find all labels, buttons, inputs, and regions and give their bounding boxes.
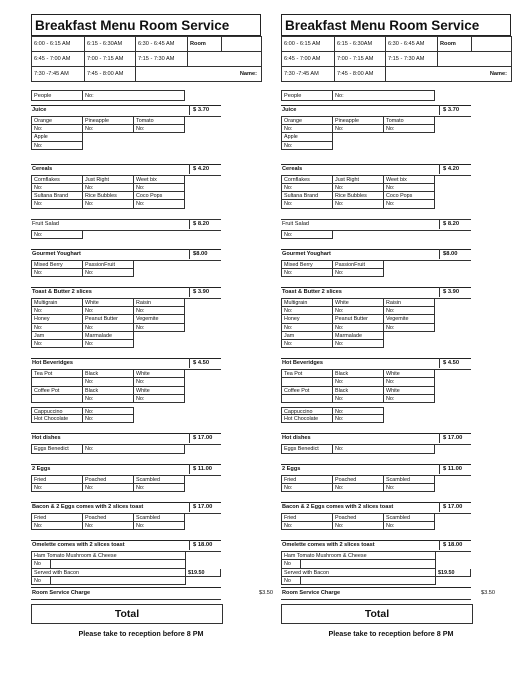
hot-dishes-section — [281, 433, 511, 453]
room-service-label: Room Service Charge — [32, 590, 91, 596]
room-label: Room — [188, 37, 222, 52]
menu-item: Just Right — [332, 176, 384, 184]
time-slot[interactable]: 6:15 - 6:30AM — [335, 37, 386, 52]
time-slot[interactable]: 7:00 - 7:15 AM — [335, 52, 386, 67]
menu-item: Sultana Brand — [281, 192, 333, 200]
blank-cell — [281, 378, 333, 386]
qty-field[interactable]: No: — [31, 125, 83, 133]
bacon-price: $19.50 — [435, 569, 471, 577]
section-price: $ 3.90 — [189, 287, 222, 297]
menu-item: Coffee Pot — [31, 387, 83, 395]
qty-field[interactable]: No: — [82, 445, 185, 453]
section-title: Gourmet Youghart — [282, 250, 331, 257]
section-title: Fruit Salad — [32, 220, 60, 227]
hot-beverages-section — [31, 358, 261, 423]
menu-item: Apple — [31, 133, 83, 141]
menu-item: Pineapple — [82, 117, 134, 125]
qty-field[interactable]: No: — [281, 142, 333, 150]
order-form-right — [281, 14, 511, 638]
qty-field[interactable]: No: — [82, 378, 134, 386]
menu-item: Mixed Berry — [31, 261, 83, 269]
section-price: $ 17.00 — [189, 502, 222, 512]
section-price: $ 11.00 — [189, 464, 222, 474]
form-title: Breakfast Menu Room Service — [31, 14, 261, 36]
section-title: Toast & Butter 2 slices — [282, 289, 342, 296]
menu-item: Tea Pot — [31, 370, 83, 378]
toast-section — [281, 287, 511, 348]
qty-field[interactable]: No: — [133, 395, 185, 403]
menu-item: White — [133, 387, 185, 395]
time-slot[interactable]: 7:30 -7:45 AM — [282, 67, 335, 82]
time-slot[interactable]: 6:00 - 6:15 AM — [32, 37, 85, 52]
menu-item: White — [383, 387, 435, 395]
room-service-charge — [31, 587, 273, 600]
section-title: Bacon & 2 Eggs comes with 2 slices toast — [32, 503, 144, 510]
menu-item: Vegemite — [133, 315, 185, 323]
qty-label: No — [281, 560, 301, 568]
menu-item: Weet bix — [383, 176, 435, 184]
qty-field[interactable]: No: — [383, 307, 435, 315]
qty-field[interactable] — [50, 560, 186, 568]
qty-field[interactable]: No: — [31, 307, 83, 315]
menu-item: Hot Chocolate — [31, 415, 83, 423]
qty-field[interactable]: No: — [383, 200, 435, 208]
menu-item: Vegemite — [383, 315, 435, 323]
menu-item: Jam — [31, 332, 83, 340]
menu-item: Poached — [332, 514, 384, 522]
room-field[interactable] — [222, 37, 262, 52]
qty-field[interactable]: No: — [82, 307, 134, 315]
section-price: $ 4.20 — [189, 164, 222, 174]
section-title: 2 Eggs — [282, 465, 301, 472]
qty-field[interactable]: No: — [281, 184, 333, 192]
section-title: Hot Beveridges — [282, 360, 324, 367]
section-title: Cereals — [32, 165, 53, 172]
section-price: $8.00 — [439, 249, 472, 259]
time-slot[interactable]: 7:45 - 8:00 AM — [335, 67, 386, 82]
menu-item: Hot Chocolate — [281, 415, 333, 423]
qty-field[interactable]: No: — [383, 324, 435, 332]
qty-field[interactable]: No: — [31, 269, 83, 277]
section-title: Hot dishes — [32, 435, 61, 442]
qty-label: No — [31, 577, 51, 585]
qty-field[interactable]: No: — [332, 484, 384, 492]
order-form-left — [31, 14, 273, 638]
toast-section — [31, 287, 261, 348]
menu-item: PassionFruit — [332, 261, 384, 269]
qty-field[interactable]: No: — [383, 395, 435, 403]
qty-field[interactable]: No: — [383, 125, 435, 133]
qty-field[interactable] — [300, 560, 436, 568]
qty-field[interactable]: No: — [82, 407, 134, 415]
footer-note: Please take to reception before 8 PM — [78, 629, 204, 638]
menu-item: Served with Bacon — [31, 569, 186, 577]
menu-item: Marmalade — [82, 332, 134, 340]
menu-item: Honey — [281, 315, 333, 323]
qty-field[interactable]: No: — [82, 184, 134, 192]
qty-field[interactable]: No: — [332, 522, 384, 530]
menu-item: White — [82, 299, 134, 307]
section-price: $ 18.00 — [439, 540, 472, 550]
menu-item: Poached — [82, 476, 134, 484]
menu-item: Black — [82, 387, 134, 395]
qty-field[interactable]: No: — [82, 415, 134, 423]
time-slot[interactable]: 7:00 - 7:15 AM — [85, 52, 136, 67]
time-slot[interactable]: 6:30 - 6:45 AM — [386, 37, 438, 52]
qty-field[interactable]: No: — [31, 142, 83, 150]
bacon-eggs-section — [31, 502, 261, 530]
section-title: Hot dishes — [282, 435, 311, 442]
delivery-time-grid — [31, 36, 262, 82]
total-field[interactable]: Total — [31, 604, 223, 624]
section-price: $ 3.70 — [439, 105, 472, 115]
qty-field[interactable]: No: — [82, 395, 134, 403]
qty-field[interactable]: No: — [82, 324, 134, 332]
fruit-salad-section — [281, 219, 511, 239]
section-price: $ 8.20 — [439, 219, 472, 229]
menu-item: Cornflakes — [31, 176, 83, 184]
qty-field[interactable]: No: — [281, 269, 333, 277]
section-price: $ 18.00 — [189, 540, 222, 550]
time-slot[interactable]: 6:45 - 7:00 AM — [32, 52, 85, 67]
section-price: $ 4.50 — [439, 358, 472, 368]
qty-field[interactable]: No: — [332, 395, 384, 403]
qty-field[interactable]: No: — [31, 340, 83, 348]
two-eggs-section — [31, 464, 261, 492]
menu-item: Tomato — [383, 117, 435, 125]
menu-item: Just Right — [82, 176, 134, 184]
section-price: $ 17.00 — [439, 433, 472, 443]
section-title: Bacon & 2 Eggs comes with 2 slices toast — [282, 503, 394, 510]
qty-field[interactable]: No: — [133, 522, 185, 530]
time-slot[interactable]: 6:00 - 6:15 AM — [282, 37, 335, 52]
hot-dishes-section — [31, 433, 261, 453]
qty-field[interactable]: No: — [281, 484, 333, 492]
people-label: People — [281, 90, 333, 101]
menu-item: Weet bix — [133, 176, 185, 184]
name-label[interactable]: Name: — [136, 67, 262, 82]
section-title: 2 Eggs — [32, 465, 51, 472]
qty-field[interactable]: No: — [383, 484, 435, 492]
section-title: Juice — [32, 107, 47, 113]
menu-item: Ham Tomato Mushroom & Cheese — [31, 552, 186, 560]
qty-field[interactable]: No: — [281, 307, 333, 315]
room-service-price: $3.50 — [481, 590, 495, 596]
menu-item: Black — [332, 370, 384, 378]
menu-item: Coco Pops — [133, 192, 185, 200]
menu-item: Sultana Brand — [31, 192, 83, 200]
people-row — [31, 90, 261, 101]
omelette-section — [31, 540, 261, 585]
time-slot[interactable]: 7:15 - 7:30 AM — [386, 52, 438, 67]
menu-item: Apple — [281, 133, 333, 141]
qty-field[interactable] — [300, 577, 436, 585]
blank-cell — [438, 52, 512, 67]
qty-field[interactable]: No: — [82, 125, 134, 133]
section-title: Hot Beveridges — [32, 360, 74, 367]
form-title: Breakfast Menu Room Service — [281, 14, 511, 36]
qty-label: No — [281, 577, 301, 585]
qty-field[interactable]: No: — [281, 200, 333, 208]
qty-field[interactable] — [50, 577, 186, 585]
menu-item: Tea Pot — [281, 370, 333, 378]
section-title: Juice — [282, 107, 297, 113]
qty-field[interactable]: No: — [133, 125, 185, 133]
menu-item: White — [383, 370, 435, 378]
room-field[interactable] — [472, 37, 512, 52]
menu-item: Poached — [82, 514, 134, 522]
menu-item: Fried — [281, 476, 333, 484]
qty-field[interactable]: No: — [133, 324, 185, 332]
menu-item: Jam — [281, 332, 333, 340]
people-row — [281, 90, 511, 101]
menu-item: Coco Pops — [383, 192, 435, 200]
menu-item: Cappuccino — [281, 407, 333, 415]
time-slot[interactable]: 7:45 - 8:00 AM — [85, 67, 136, 82]
people-count-field[interactable]: No: — [332, 90, 435, 101]
qty-field[interactable]: No: — [281, 522, 333, 530]
menu-item: Ham Tomato Mushroom & Cheese — [281, 552, 436, 560]
qty-field[interactable]: No: — [332, 378, 384, 386]
menu-item: Fried — [31, 476, 83, 484]
section-price: $ 3.70 — [189, 105, 222, 115]
blank-cell — [188, 52, 262, 67]
qty-field[interactable]: No: — [133, 184, 185, 192]
section-price: $ 11.00 — [439, 464, 472, 474]
qty-field[interactable]: No: — [332, 340, 384, 348]
two-eggs-section — [281, 464, 511, 492]
yoghurt-section — [31, 249, 261, 277]
menu-item: Raisin — [133, 299, 185, 307]
time-slot[interactable]: 6:30 - 6:45 AM — [136, 37, 188, 52]
time-slot[interactable]: 7:15 - 7:30 AM — [136, 52, 188, 67]
qty-field[interactable]: No: — [82, 340, 134, 348]
time-slot[interactable]: 6:15 - 6:30AM — [85, 37, 136, 52]
section-price: $ 8.20 — [189, 219, 222, 229]
menu-item: Cappuccino — [31, 407, 83, 415]
menu-item: PassionFruit — [82, 261, 134, 269]
bacon-price: $19.50 — [185, 569, 221, 577]
blank-cell — [281, 395, 333, 403]
menu-item: Poached — [332, 476, 384, 484]
menu-item: White — [133, 370, 185, 378]
yoghurt-section — [281, 249, 511, 277]
qty-field[interactable]: No: — [383, 522, 435, 530]
juice-section — [281, 105, 511, 150]
menu-item: Multigrain — [31, 299, 83, 307]
qty-field[interactable]: No: — [31, 231, 83, 239]
room-label: Room — [438, 37, 472, 52]
menu-item: Tomato — [133, 117, 185, 125]
section-price: $ 17.00 — [189, 433, 222, 443]
menu-item: Orange — [31, 117, 83, 125]
hot-beverages-section — [281, 358, 511, 423]
footer-note: Please take to reception before 8 PM — [328, 629, 454, 638]
menu-item: Pineapple — [332, 117, 384, 125]
time-slot[interactable]: 7:30 -7:45 AM — [32, 67, 85, 82]
bacon-eggs-section — [281, 502, 511, 530]
menu-item: Peanut Butter — [332, 315, 384, 323]
qty-field[interactable]: No: — [332, 324, 384, 332]
room-service-label: Room Service Charge — [282, 590, 341, 596]
time-slot[interactable]: 6:45 - 7:00 AM — [282, 52, 335, 67]
menu-item: Rice Bubbles — [332, 192, 384, 200]
qty-field[interactable]: No: — [281, 125, 333, 133]
qty-field[interactable]: No: — [31, 324, 83, 332]
qty-field[interactable]: No: — [281, 340, 333, 348]
section-price: $ 3.90 — [439, 287, 472, 297]
qty-field[interactable]: No: — [31, 184, 83, 192]
room-service-price: $3.50 — [259, 590, 273, 596]
blank-cell — [31, 395, 83, 403]
menu-item: Raisin — [383, 299, 435, 307]
room-service-charge — [281, 587, 495, 600]
omelette-section — [281, 540, 511, 585]
qty-field[interactable]: No: — [383, 378, 435, 386]
blank-cell — [31, 378, 83, 386]
menu-item: Orange — [281, 117, 333, 125]
menu-item: Coffee Pot — [281, 387, 333, 395]
section-price: $ 4.20 — [439, 164, 472, 174]
section-title: Gourmet Youghart — [32, 250, 81, 257]
menu-item: Honey — [31, 315, 83, 323]
qty-field[interactable]: No: — [31, 522, 83, 530]
qty-field[interactable]: No: — [332, 200, 384, 208]
qty-field[interactable]: No: — [133, 484, 185, 492]
qty-field[interactable]: No: — [332, 307, 384, 315]
section-title: Cereals — [282, 165, 303, 172]
menu-item: Fried — [31, 514, 83, 522]
people-label: People — [31, 90, 83, 101]
section-price: $ 4.50 — [189, 358, 222, 368]
qty-field[interactable]: No: — [332, 407, 384, 415]
people-count-field[interactable]: No: — [82, 90, 185, 101]
qty-field[interactable]: No: — [82, 484, 134, 492]
section-price: $8.00 — [189, 249, 222, 259]
qty-field[interactable]: No: — [332, 184, 384, 192]
qty-field[interactable]: No: — [133, 200, 185, 208]
qty-field[interactable]: No: — [82, 522, 134, 530]
qty-field[interactable]: No: — [133, 307, 185, 315]
qty-field[interactable]: No: — [332, 415, 384, 423]
fruit-salad-section — [31, 219, 261, 239]
section-title: Toast & Butter 2 slices — [32, 289, 92, 296]
section-price: $ 17.00 — [439, 502, 472, 512]
qty-field[interactable]: No: — [281, 231, 333, 239]
menu-item: Eggs Benedict — [31, 445, 83, 453]
menu-item: Black — [82, 370, 134, 378]
menu-item: Served with Bacon — [281, 569, 436, 577]
qty-field[interactable]: No: — [31, 484, 83, 492]
menu-item: Fried — [281, 514, 333, 522]
section-title: Omelette comes with 2 slices toast — [282, 542, 375, 549]
cereals-section — [281, 164, 511, 209]
menu-item: Marmalade — [332, 332, 384, 340]
qty-label: No — [31, 560, 51, 568]
menu-item: White — [332, 299, 384, 307]
name-label[interactable]: Name: — [386, 67, 512, 82]
menu-item: Cornflakes — [281, 176, 333, 184]
qty-field[interactable]: No: — [332, 125, 384, 133]
juice-section — [31, 105, 261, 150]
qty-field[interactable]: No: — [82, 200, 134, 208]
delivery-time-grid — [281, 36, 512, 82]
menu-item: Black — [332, 387, 384, 395]
menu-item: Mixed Berry — [281, 261, 333, 269]
menu-item: Peanut Butter — [82, 315, 134, 323]
qty-field[interactable]: No: — [383, 184, 435, 192]
section-title: Fruit Salad — [282, 220, 310, 227]
qty-field[interactable]: No: — [281, 324, 333, 332]
menu-item: Rice Bubbles — [82, 192, 134, 200]
menu-item: Scambled — [133, 514, 185, 522]
qty-field[interactable]: No: — [31, 200, 83, 208]
menu-item: Scambled — [383, 476, 435, 484]
qty-field[interactable]: No: — [332, 269, 384, 277]
qty-field[interactable]: No: — [332, 445, 435, 453]
menu-item: Scambled — [383, 514, 435, 522]
menu-item: Eggs Benedict — [281, 445, 333, 453]
menu-item: Scambled — [133, 476, 185, 484]
cereals-section — [31, 164, 261, 209]
section-title: Omelette comes with 2 slices toast — [32, 542, 125, 549]
total-field[interactable]: Total — [281, 604, 473, 624]
menu-item: Multigrain — [281, 299, 333, 307]
qty-field[interactable]: No: — [133, 378, 185, 386]
qty-field[interactable]: No: — [82, 269, 134, 277]
